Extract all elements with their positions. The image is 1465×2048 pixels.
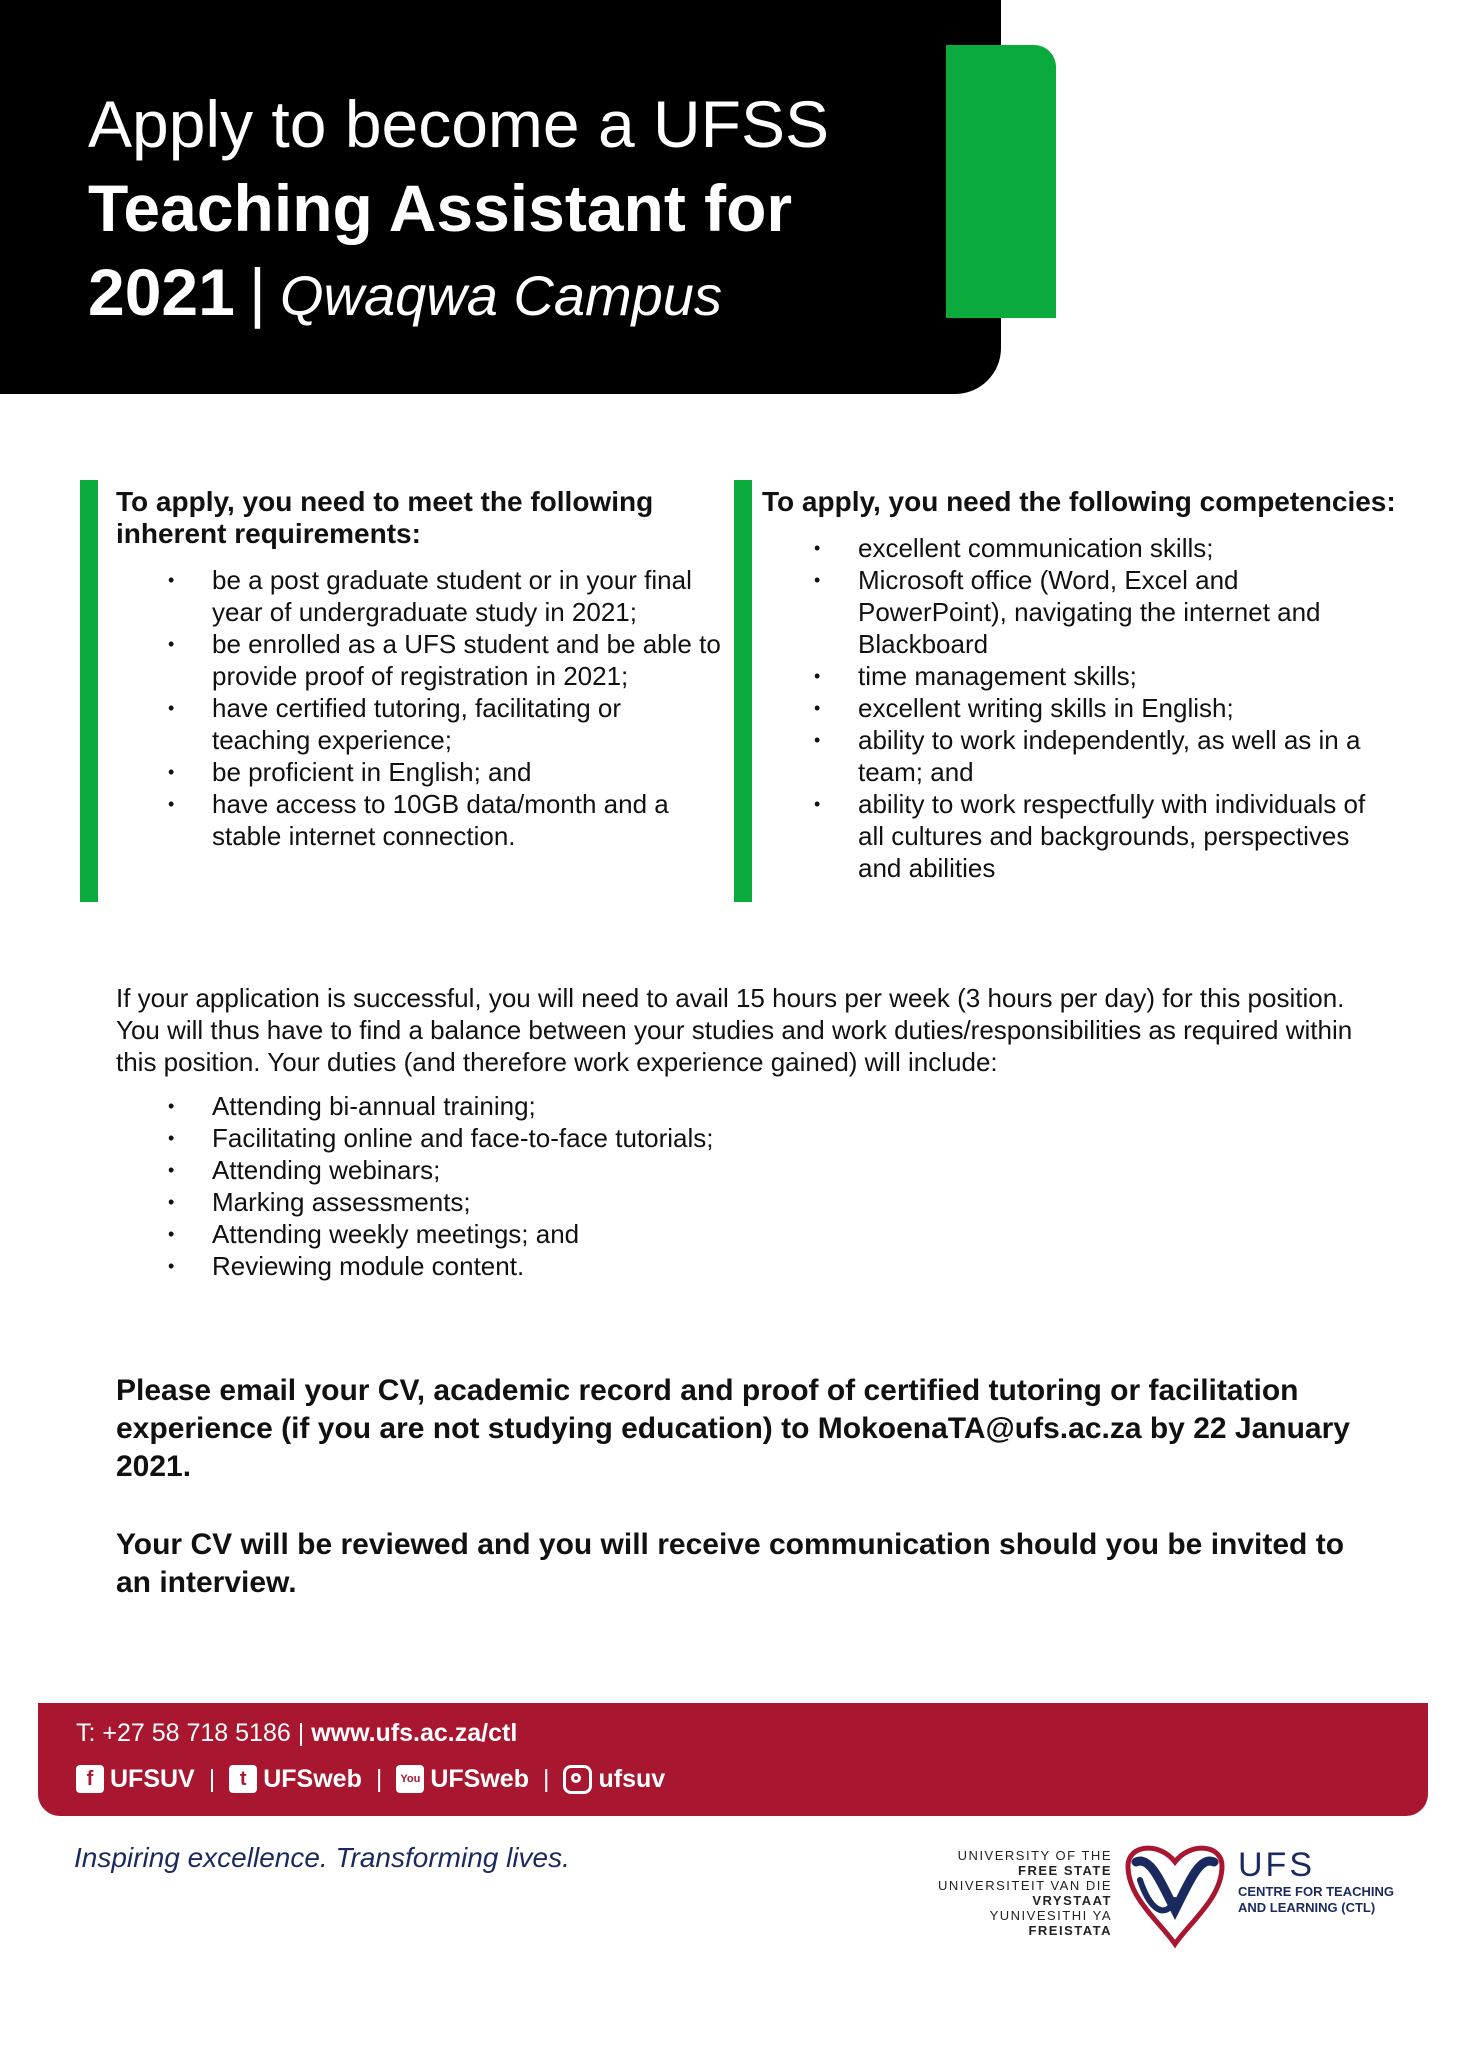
instagram-icon (563, 1765, 592, 1794)
duty-item: • Attending bi-annual training; (116, 1090, 1016, 1122)
competency-item: • time management skills; (762, 660, 1382, 692)
competencies-accent-bar (734, 480, 752, 902)
university-name-line: UNIVERSITY OF THE (957, 1848, 1112, 1863)
duty-item: • Attending webinars; (116, 1154, 1016, 1186)
contact-line (76, 1717, 517, 1749)
competencies-heading: To apply, you need the following competencies: (762, 486, 1396, 517)
social-separator: | (375, 1765, 383, 1793)
facebook-icon: f (76, 1765, 104, 1793)
university-name-line: UNIVERSITEIT VAN DIE (938, 1878, 1112, 1893)
duty-item: • Facilitating online and face-to-face tutorials; (116, 1122, 1016, 1154)
twitter-handle[interactable]: UFSweb (263, 1765, 362, 1793)
requirements-list (116, 564, 726, 852)
competencies-list (762, 532, 1382, 884)
tagline: Inspiring excellence. Transforming lives. (74, 1842, 570, 1873)
university-name-line: FREE STATE (1018, 1863, 1112, 1878)
requirement-item: • have certified tutoring, facilitating or teaching experience; (116, 692, 726, 756)
social-separator: | (208, 1765, 216, 1793)
requirements-column (80, 480, 720, 902)
ufs-ctl-mark (1238, 1846, 1398, 1916)
duties-list (116, 1090, 1016, 1282)
facebook-handle[interactable]: UFSUV (110, 1765, 195, 1793)
page-title (88, 82, 968, 338)
duty-item: • Marking assessments; (116, 1186, 1016, 1218)
competency-item: • ability to work respectfully with individuals of all cultures and backgrounds, perspectives and abilities (762, 788, 1382, 884)
competency-item: • excellent writing skills in English; (762, 692, 1382, 724)
duties-intro: If your application is successful, you will need to avail 15 hours per week (3 hours per day) for this position. You will thus have to find a balance between your studies and work duties/responsibilities as required within this position. Your duties (and therefore work experience gained) will include: (116, 983, 1353, 1077)
requirements-accent-bar (80, 480, 98, 902)
competency-item: • excellent communication skills; (762, 532, 1382, 564)
competency-item: • Microsoft office (Word, Excel and PowerPoint), navigating the internet and Blackboard (762, 564, 1382, 660)
review-note: Your CV will be reviewed and you will receive communication should you be invited to an interview. (116, 1528, 1345, 1599)
instagram-handle[interactable]: ufsuv (598, 1765, 666, 1793)
competency-item: • ability to work independently, as well as in a team; and (762, 724, 1382, 788)
contact-footer-band (38, 1703, 1428, 1816)
university-name-line: FREISTATA (1028, 1923, 1112, 1938)
youtube-handle[interactable]: UFSweb (430, 1765, 529, 1793)
title-year: 2021 (88, 255, 235, 329)
duty-item: • Reviewing module content. (116, 1250, 1016, 1282)
email-instruction: Please email your CV, academic record and proof of certified tutoring or facilitation experience (if you are not studying education) to MokoenaTA@ufs.ac.za by 22 January 2021. (116, 1374, 1350, 1483)
website-link[interactable]: www.ufs.ac.za/ctl (311, 1719, 518, 1747)
ufs-heart-logo-icon (1120, 1840, 1230, 1950)
social-links (76, 1763, 665, 1795)
competencies-column (734, 480, 1394, 902)
ufs-wordmark: UFS (1238, 1846, 1315, 1884)
university-name-line: VRYSTAAT (1032, 1893, 1112, 1908)
requirements-heading: To apply, you need to meet the following inherent requirements: (116, 486, 654, 549)
contact-separator: | (297, 1719, 305, 1747)
title-line-1: Apply to become a UFSS (88, 87, 830, 161)
title-separator: | (248, 255, 266, 329)
university-names (900, 1848, 1112, 1938)
requirement-item: • have access to 10GB data/month and a stable internet connection. (116, 788, 726, 852)
youtube-icon: You (396, 1765, 424, 1793)
ctl-name: CENTRE FOR TEACHING AND LEARNING (CTL) (1238, 1884, 1394, 1915)
requirement-item: • be enrolled as a UFS student and be able to provide proof of registration in 2021; (116, 628, 726, 692)
phone-number: T: +27 58 718 5186 (76, 1719, 291, 1747)
requirement-item: • be a post graduate student or in your final year of undergraduate study in 2021; (116, 564, 726, 628)
requirement-item: • be proficient in English; and (116, 756, 726, 788)
title-line-3 (88, 250, 968, 338)
university-name-line: YUNIVESITHI YA (989, 1908, 1112, 1923)
title-line-2: Teaching Assistant for (88, 171, 793, 245)
title-campus: Qwaqwa Campus (279, 264, 722, 327)
social-separator: | (542, 1765, 550, 1793)
twitter-icon: t (229, 1765, 257, 1793)
duty-item: • Attending weekly meetings; and (116, 1218, 1016, 1250)
